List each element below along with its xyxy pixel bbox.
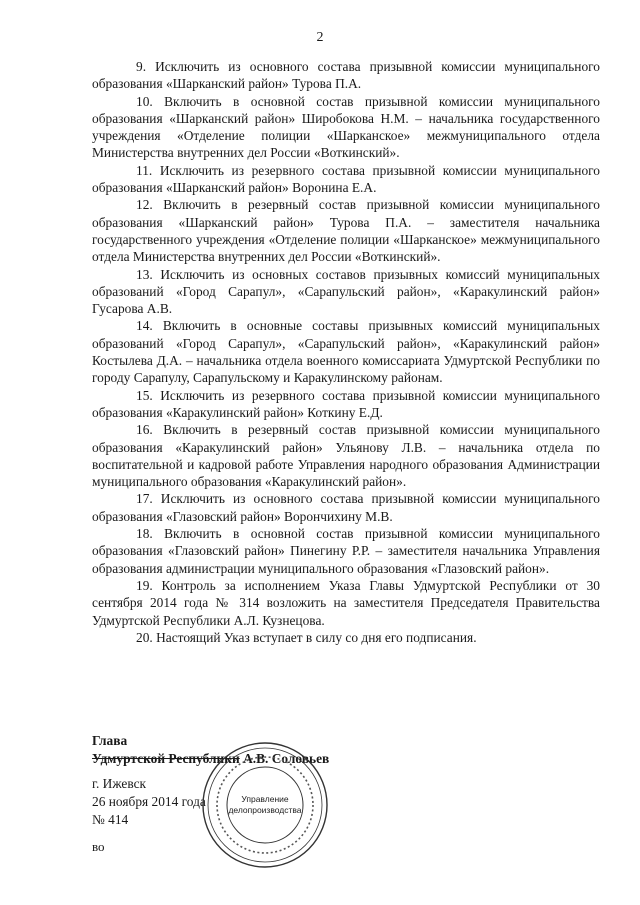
paragraph-9: 9. Исключить из основного состава призывной комиссии муниципального образования «Шарканский район» Турова П.А. xyxy=(92,59,600,92)
paragraph-18: 18. Включить в основной состав призывной комиссии муниципального образования «Глазовский район» Пинегину Р.Р. – заместителя начальника Управления образования администрации муниципального образования «Глазовский район». xyxy=(92,526,600,576)
document-date: 26 ноября 2014 года xyxy=(92,794,206,809)
signatory-title: Удмуртской Республики xyxy=(92,751,240,766)
paragraph-11: 11. Исключить из резервного состава призывной комиссии муниципального образования «Шарканский район» Воронина Е.А. xyxy=(92,162,600,196)
paragraph-13: 13. Исключить из основных составов призывных комиссий муниципальных образований «Город Сарапул», «Сарапульский район», «Каракулинский район» Гусарова А.В. xyxy=(92,266,600,317)
stamp-inner-line1: Управление xyxy=(241,794,289,804)
executor-initials: во xyxy=(92,839,105,854)
document-city: г. Ижевск xyxy=(92,776,147,791)
paragraph-16: 16. Включить в резервный состав призывной комиссии муниципального образования «Каракулинский район» Ульянову Л.В. – начальника отдела по воспитательной и кадровой работе Управления народного образования Администрации муниципального образования «Каракулинский район». xyxy=(92,422,600,490)
paragraph-17: 17. Исключить из основного состава призывной комиссии муниципального образования «Глазовский район» Ворончихину М.В. xyxy=(92,491,600,524)
signatory-name: А.В. Соловьев xyxy=(243,751,330,766)
paragraph-20: 20. Настоящий Указ вступает в силу со дня его подписания. xyxy=(136,629,477,645)
document-meta xyxy=(92,775,206,829)
stamp-inner-line2: делопроизводства xyxy=(228,805,302,815)
document-number: № 414 xyxy=(92,812,129,827)
signatory-title-line1: Глава xyxy=(92,733,128,748)
paragraph-10: 10. Включить в основной состав призывной комиссии муниципального образования «Шарканский район» Широбокова Н.М. – начальника государственного учреждения «Отделение полиции «Шарканское» межмуниципального отдела Министерства внутренних дел России «Воткинский». xyxy=(92,93,600,161)
decree-body xyxy=(92,58,600,646)
paragraph-14: 14. Включить в основные составы призывных комиссий муниципальных образований «Город Сарапул», «Сарапульский район», «Каракулинский район» Костылева Д.А. – начальника отдела военного комиссариата Удмуртской Республики по городу Сарапулу, Сарапульскому и Каракулинскому районам. xyxy=(92,318,600,386)
page-number: 2 xyxy=(316,30,324,45)
paragraph-15: 15. Исключить из резервного состава призывной комиссии муниципального образования «Каракулинский район» Коткину Е.Д. xyxy=(92,387,600,420)
official-stamp xyxy=(200,740,330,870)
paragraph-12: 12. Включить в резервный состав призывной комиссии муниципального образования «Шарканский район» Турова П.А. – заместителя начальника государственного учреждения «Отделение полиции «Шарканское» межмуниципального отдела Министерства внутренних дел России «Воткинский». xyxy=(92,197,600,265)
paragraph-19: 19. Контроль за исполнением Указа Главы Удмуртской Республики от 30 сентября 2014 года № 314 возложить на заместителя Председателя Правительства Удмуртской Республики А.Л. Кузнецова. xyxy=(92,577,600,628)
